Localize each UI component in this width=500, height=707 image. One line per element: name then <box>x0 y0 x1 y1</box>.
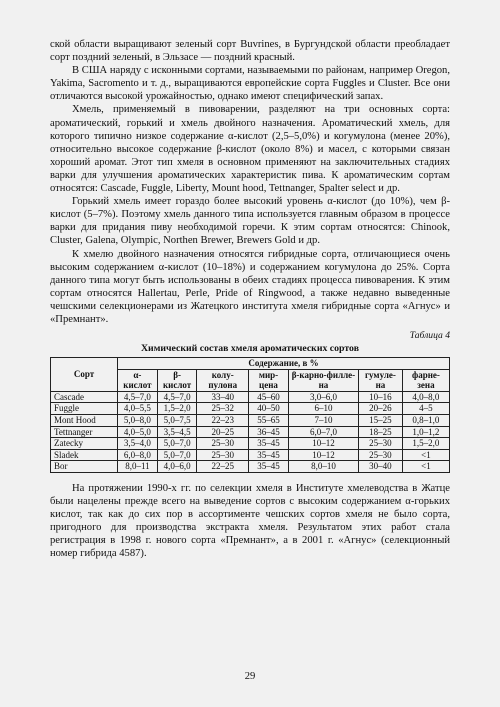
table-row <box>51 426 450 438</box>
table-label: Таблица 4 <box>409 330 450 342</box>
header-myrcene: мир-цена <box>249 369 289 391</box>
cell-value: <1 <box>402 461 449 473</box>
cell-value: 20–25 <box>197 426 249 438</box>
cell-value: 3,5–4,0 <box>118 438 158 450</box>
cell-value: 5,0–8,0 <box>118 415 158 427</box>
cell-value: 3,5–4,5 <box>157 426 197 438</box>
cell-value: 4–5 <box>402 403 449 415</box>
page-number: 29 <box>244 671 256 682</box>
table-row <box>51 461 450 473</box>
cell-value: 4,0–6,0 <box>157 461 197 473</box>
table-row <box>51 403 450 415</box>
cell-value: 35–45 <box>249 438 289 450</box>
header-farnesene: фарне-зена <box>402 369 449 391</box>
header-beta: β-кислот <box>157 369 197 391</box>
cell-variety: Tettnanger <box>51 426 118 438</box>
header-sort: Сорт <box>51 358 118 392</box>
cell-value: 5,0–7,0 <box>157 438 197 450</box>
table-title: Химический состав хмеля ароматических сортов <box>140 343 360 355</box>
cell-value: 8,0–11 <box>118 461 158 473</box>
paragraph-2: В США наряду с исконными сортами, называемыми по районам, например Oregon, Yakima, Sacromento и т. д., выращиваются европейские сорта Fuggles и Cluster. Все они отличаются высокой урожайностью, однако имеют специфический запах. <box>50 65 450 103</box>
paragraph-1: ской области выращивают зеленый сорт Buvrines, в Бургундской области преобладает сорт поздний зеленый, в Эльзасе — поздний красный. <box>50 39 450 64</box>
header-alpha: α-кислот <box>118 369 158 391</box>
table-row <box>51 449 450 461</box>
cell-value: 33–40 <box>197 391 249 403</box>
cell-value: 40–50 <box>249 403 289 415</box>
table-row <box>51 438 450 450</box>
cell-value: 4,0–5,0 <box>118 426 158 438</box>
cell-value: 18–25 <box>359 426 403 438</box>
cell-value: 20–26 <box>359 403 403 415</box>
composition-table <box>50 357 450 473</box>
cell-value: 35–45 <box>249 461 289 473</box>
cell-value: 22–23 <box>197 415 249 427</box>
cell-value: 25–30 <box>359 438 403 450</box>
paragraph-5: К хмелю двойного назначения относятся гибридные сорта, отличающиеся очень высоким содержанием α-кислот (10–18%) и содержанием когумулона до 25%. Сорта данного типа могут быть использованы в обеих стадиях процесса пивоварения. К этим сортам относятся Hallertau, Perle, Pride of Ringwood, а также недавно выведенные чешскими селекционерами из Жатецкого института хмеля гибридные сорта «Агнус» и «Премнант». <box>50 248 450 325</box>
cell-value: 8,0–10 <box>288 461 358 473</box>
paragraph-6: На протяжении 1990-х гг. по селекции хмеля в Институте хмелеводства в Жатце были нацелены прежде всего на выведение сортов с высоким содержанием α-горьких кислот, так как до сих пор в ассортименте чешских сортов хмеля не было сорта, пригодного для производства экстракта хмеля. Результатом этих работ стала регистрация в 1998 г. нового сорта «Премнант», а в 2001 г. «Агнус» (селекционный номер гибрида 4587). <box>50 483 450 560</box>
cell-value: 25–30 <box>359 449 403 461</box>
cell-value: 25–32 <box>197 403 249 415</box>
paragraph-3: Хмель, применяемый в пивоварении, разделяют на три основных сорта: ароматический, горький и хмель двойного назначения. Ароматический хмель, для которого типично низкое содержание α-кислот (2,5–5,0%) и когумулона (менее 20%), относительно высокое содержание β-кислот (около 8%) и масел, с которыми связан хороший аромат. Этот тип хмеля в основном применяют на заключительных стадиях варки для улучшения ароматических характеристик пива. К ароматическим сортам относятся: Cascade, Fuggle, Liberty, Mount hood, Tettnanger, Spalter select и др. <box>50 104 450 195</box>
cell-variety: Fuggle <box>51 403 118 415</box>
cell-value: 0,8–1,0 <box>402 415 449 427</box>
cell-value: 10–16 <box>359 391 403 403</box>
header-caryophyllene: β-карно-филле-на <box>288 369 358 391</box>
cell-value: 4,0–8,0 <box>402 391 449 403</box>
table-body <box>51 391 450 472</box>
cell-value: 4,0–5,5 <box>118 403 158 415</box>
cell-value: 1,5–2,0 <box>157 403 197 415</box>
cell-variety: Cascade <box>51 391 118 403</box>
table-row <box>51 391 450 403</box>
cell-value: <1 <box>402 449 449 461</box>
cell-value: 25–30 <box>197 438 249 450</box>
cell-value: 30–40 <box>359 461 403 473</box>
cell-value: 15–25 <box>359 415 403 427</box>
cell-value: 5,0–7,5 <box>157 415 197 427</box>
header-humulene: гумуле-на <box>359 369 403 391</box>
cell-value: 7–10 <box>288 415 358 427</box>
cell-value: 4,5–7,0 <box>118 391 158 403</box>
cell-value: 25–30 <box>197 449 249 461</box>
cell-value: 4,5–7,0 <box>157 391 197 403</box>
cell-value: 6–10 <box>288 403 358 415</box>
cell-value: 5,0–7,0 <box>157 449 197 461</box>
cell-variety: Sladek <box>51 449 118 461</box>
cell-value: 22–25 <box>197 461 249 473</box>
cell-value: 36–45 <box>249 426 289 438</box>
cell-value: 1,0–1,2 <box>402 426 449 438</box>
paragraph-4: Горький хмель имеет гораздо более высокий уровень α-кислот (до 10%), чем β-кислот (5–7%). Поэтому хмель данного типа используется главным образом в процессе варки для придания пиву необходимой горечи. К этим сортам относятся: Chinook, Cluster, Galena, Olympic, Northen Brewer, Brewers Gold и др. <box>50 196 450 247</box>
cell-value: 55–65 <box>249 415 289 427</box>
cell-variety: Zatecky <box>51 438 118 450</box>
cell-value: 1,5–2,0 <box>402 438 449 450</box>
cell-value: 6,0–7,0 <box>288 426 358 438</box>
cell-value: 10–12 <box>288 449 358 461</box>
cell-variety: Bor <box>51 461 118 473</box>
cell-value: 3,0–6,0 <box>288 391 358 403</box>
cell-value: 10–12 <box>288 438 358 450</box>
cell-value: 45–60 <box>249 391 289 403</box>
header-group: Содержание, в % <box>118 358 450 370</box>
header-cohumulone: колу-пулона <box>197 369 249 391</box>
cell-value: 6,0–8,0 <box>118 449 158 461</box>
table-row <box>51 415 450 427</box>
cell-variety: Mont Hood <box>51 415 118 427</box>
cell-value: 35–45 <box>249 449 289 461</box>
